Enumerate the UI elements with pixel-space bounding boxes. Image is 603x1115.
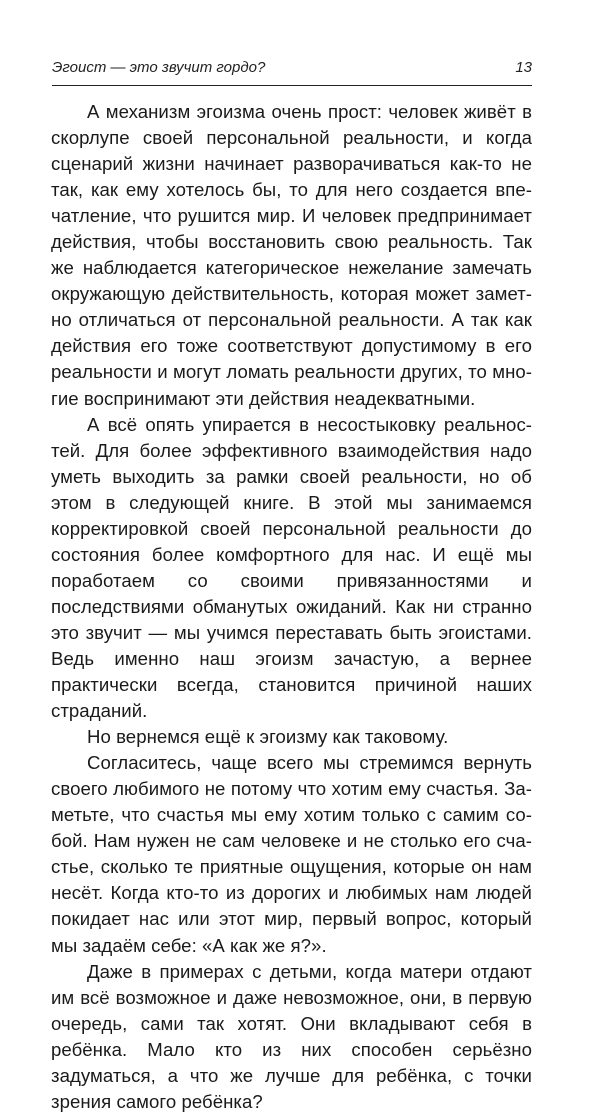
header-rule [52,85,532,86]
running-header [52,58,532,80]
page-number: 13 [515,59,532,76]
running-title: Эгоист — это звучит гордо? [52,59,266,76]
body-text [51,99,532,1115]
paragraph: Согласитесь, чаще всего мы стремимся вернуть своего любимого не потому что хотим ему счастья. Заметьте, что счастья мы ему хотим только с самим собой. Нам нужен не сам человеке и не столько его счастье, сколько те приятные ощущения, которые он нам несёт. Когда кто-то из дорогих и любимых нам людей покидает нас или этот мир, первый вопрос, который мы задаём себе: «А как же я?». [51,752,532,956]
paragraph: Но вернемся ещё к эгоизму как таковому. [87,726,449,748]
paragraph: Даже в примерах с детьми, когда матери отдают им всё возможное и даже невозможное, они, в первую очередь, сами так хотят. Они вкладывают себя в ребёнка. Мало кто из них способен серьёзно задуматься, а что же лучше для ребёнка, с точки зрения самого ребёнка? [51,960,532,1112]
paragraph: А всё опять упирается в несостыковку реальностей. Для более эффективного взаимодействия надо уметь выходить за рамки своей реальности, но об этом в следующей книге. В этой мы занимаемся корректировкой своей персональной реальности до состояния более комфортного для нас. И ещё мы поработаем со своими привязанностями и последствиями обманутых ожиданий. Как ни странно это звучит — мы учимся переставать быть эгоистами. Ведь именно наш эгоизм зачастую, а вернее практически всегда, становится причиной наших страданий. [51,413,532,722]
paragraph: А механизм эгоизма очень прост: человек живёт в скорлупе своей персональной реальности, и когда сценарий жизни начинает разворачиваться как-то не так, как ему хотелось бы, то для него создается впечатление, что рушится мир. И человек предпринимает действия, чтобы восстановить свою реальность. Так же наблюдается категорическое нежелание замечать окружающую действительность, которая может заметно отличаться от персональной реальности. А так как действия его тоже соответствуют допустимому в его реальности и могут ломать реальности других, то многие воспринимают эти действия неадекватными. [51,101,532,409]
